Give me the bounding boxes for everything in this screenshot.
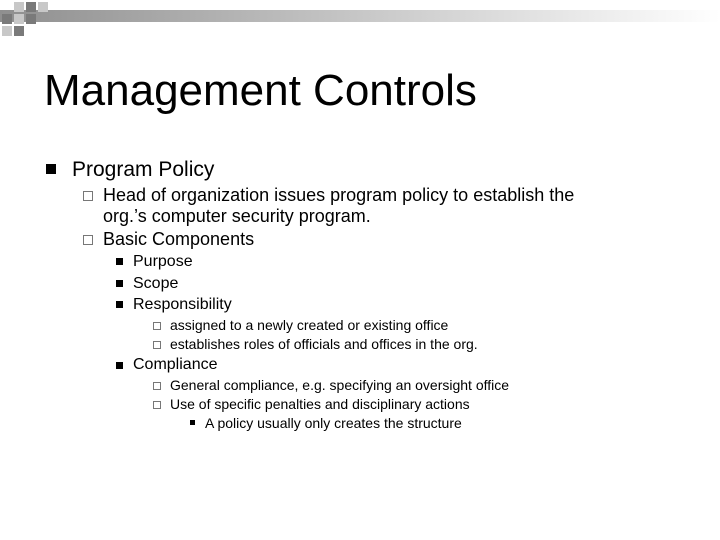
bullet-square-icon [116,258,123,265]
bullet-square-icon [116,301,123,308]
bullet-program-policy: Program Policy [72,158,215,181]
bullet-hollow-square-icon [83,191,93,201]
bullet-compliance: Compliance [133,356,218,373]
slide-title: Management Controls [44,66,477,115]
bullet-resp-sub2: establishes roles of officials and offices in the org. [170,336,478,352]
bullet-hollow-square-icon [153,401,161,409]
bullet-hollow-square-icon [153,322,161,330]
bullet-comp-sub2: Use of specific penalties and disciplinary actions [170,396,470,412]
bullet-basic-components: Basic Components [103,229,255,249]
bullet-square-icon [116,362,123,369]
bullet-square-icon [46,164,56,174]
header-decoration [0,0,720,40]
bullet-responsibility: Responsibility [133,296,232,313]
bullet-hollow-square-icon [83,235,93,245]
bullet-head-line1: Head of organization issues program policy to establish the [103,185,575,205]
bullet-square-icon [116,280,123,287]
bullet-hollow-square-icon [153,382,161,390]
bullet-head-line2: org.’s computer security program. [103,206,371,226]
bullet-square-icon [190,420,195,425]
bullet-comp-sub1: General compliance, e.g. specifying an oversight office [170,377,510,393]
bullet-scope: Scope [133,275,179,292]
bullet-hollow-square-icon [153,341,161,349]
bullet-comp-sub2-note: A policy usually only creates the structure [205,415,462,431]
bullet-resp-sub1: assigned to a newly created or existing office [170,317,449,333]
bullet-purpose: Purpose [133,253,193,270]
